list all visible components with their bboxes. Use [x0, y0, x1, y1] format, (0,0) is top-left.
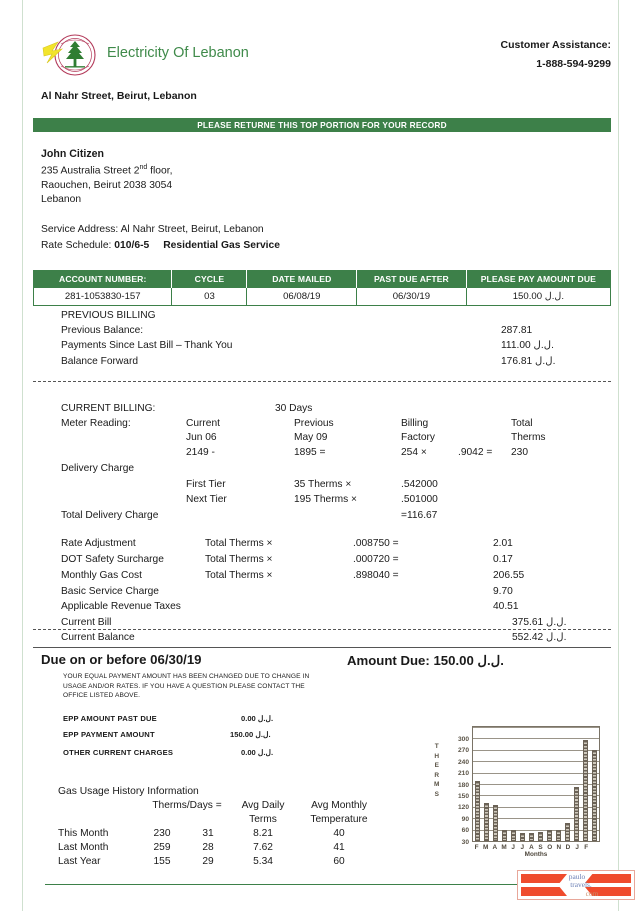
chart-bar [565, 823, 571, 841]
chart-x-tick: A [529, 844, 534, 851]
current-balance-value: 552.42 ل.ل. [512, 632, 567, 643]
divider [33, 381, 611, 382]
reading-current: 2149 - [186, 447, 215, 458]
meter-col-factory: Factory [401, 432, 435, 443]
meter-col-previous-date: May 09 [294, 432, 328, 443]
chart-bar [574, 787, 580, 841]
chart-y-tick: 30 [461, 838, 469, 846]
watermark-stamp [517, 870, 635, 900]
table-row [58, 842, 382, 856]
dot-surcharge-basis: Total Therms × [205, 554, 273, 565]
epp-past-due-value: 0.00 ل.ل. [241, 714, 274, 723]
due-date-heading: Due on or before 06/30/19 [41, 652, 202, 667]
rate-schedule-row [41, 238, 280, 254]
chart-bar-cell [482, 727, 491, 841]
usage-col-avg-daily: Avg Daily [241, 800, 285, 811]
total-delivery-value: =116.67 [401, 510, 438, 521]
table-row [34, 288, 611, 306]
usage-therms: 259 [153, 842, 171, 853]
usage-period: This Month [58, 828, 109, 839]
usage-header-row-2 [58, 814, 382, 828]
chart-x-tick: N [556, 844, 562, 851]
footer-divider [45, 884, 519, 885]
customer-address-line1 [41, 161, 172, 179]
chart-bar [493, 805, 499, 841]
chart-y-tick: 90 [461, 815, 469, 823]
reading-billing: 254 × [401, 447, 427, 458]
customer-address-line3: Lebanon [41, 194, 82, 206]
cell-account-number: 281-1053830-157 [34, 288, 172, 306]
chart-bar-cell [509, 727, 518, 841]
usage-days: 31 [202, 828, 214, 839]
epp-past-due-label: EPP AMOUNT PAST DUE [63, 714, 157, 723]
meter-col-total: Total [511, 418, 533, 429]
chart-x-tick: F [474, 844, 479, 851]
col-past-due-after: PAST DUE AFTER [357, 271, 467, 288]
usage-days: 29 [202, 856, 214, 867]
cell-amount-due: 150.00 ل.ل. [512, 291, 564, 302]
chart-bar [529, 833, 535, 841]
revenue-taxes-label: Applicable Revenue Taxes [61, 601, 181, 612]
usage-avg-temp: 40 [333, 828, 345, 839]
reading-total: 230 [511, 447, 528, 458]
customer-address-block [41, 147, 172, 207]
chart-x-tick: O [547, 844, 553, 851]
brand-name: Electricity Of Lebanon [107, 45, 249, 61]
usage-col-terms: Terms [249, 814, 277, 825]
usage-avg-daily: 8.21 [253, 828, 273, 839]
assistance-label: Customer Assistance: [500, 39, 611, 51]
meter-col-current: Current [186, 418, 220, 429]
previous-billing-title: PREVIOUS BILLING [61, 310, 156, 321]
monthly-gas-cost-value: 206.55 [493, 570, 525, 581]
col-cycle: CYCLE [172, 271, 247, 288]
billing-days: 30 Days [275, 403, 313, 414]
chart-bar [502, 830, 508, 841]
chart-y-tick: 150 [457, 793, 469, 800]
monthly-gas-cost-basis: Total Therms × [205, 570, 273, 581]
monthly-gas-cost-label: Monthly Gas Cost [61, 570, 142, 581]
chart-x-tick: J [511, 844, 515, 851]
cell-cycle: 03 [172, 288, 247, 306]
epp-payment-amount-value: 150.00 ل.ل. [230, 730, 271, 739]
meter-col-therms: Therms [511, 432, 546, 443]
col-account-number: ACCOUNT NUMBER: [34, 271, 172, 288]
account-summary-table [33, 270, 611, 306]
current-balance-label: Current Balance [61, 632, 135, 643]
payments-since-label: Payments Since Last Bill – Thank You [61, 340, 233, 351]
chart-x-tick: M [501, 844, 507, 851]
meter-col-billing: Billing [401, 418, 429, 429]
first-tier-rate: .542000 [401, 479, 438, 490]
chart-bar [520, 833, 526, 841]
total-delivery-label: Total Delivery Charge [61, 510, 159, 521]
chart-bar [592, 750, 598, 841]
chart-bars [473, 727, 599, 841]
epp-notice-text: YOUR EQUAL PAYMENT AMOUNT HAS BEEN CHANGED DUE TO CHANGE IN USAGE AND/OR RATES. IF YOU HAVE A QUESTION PLEASE CONTACT THE OFFICE LISTED ABOVE. [63, 673, 310, 700]
rate-adjustment-rate: .008750 = [353, 538, 399, 549]
utility-address: Al Nahr Street, Beirut, Lebanon [41, 90, 197, 102]
chart-x-tick [591, 844, 600, 851]
rate-adjustment-label: Rate Adjustment [61, 538, 136, 549]
chart-x-tick: M [483, 844, 489, 851]
chart-y-tick: 270 [457, 747, 469, 755]
company-logo [41, 32, 256, 80]
addr-prefix: 235 Australia Street 2 [41, 165, 140, 177]
current-billing-title: CURRENT BILLING: [61, 403, 156, 414]
divider [33, 629, 611, 630]
chart-x-tick: J [520, 844, 525, 851]
rate-schedule-value: 010/6-5 [114, 239, 150, 251]
usage-avg-temp: 41 [333, 842, 345, 853]
chart-bar-cell [473, 727, 482, 841]
basic-service-charge-label: Basic Service Charge [61, 586, 159, 597]
other-current-charges-label: OTHER CURRENT CHARGES [63, 748, 174, 757]
chart-bar-cell [527, 727, 536, 841]
cell-date-mailed: 06/08/19 [247, 288, 357, 306]
usage-col-avg-monthly: Avg Monthly [311, 800, 367, 811]
return-notice-banner: PLEASE RETURNE THIS TOP PORTION FOR YOUR RECORD [33, 118, 611, 132]
usage-period: Last Year [58, 856, 101, 867]
usage-header-row-1 [58, 800, 382, 814]
chart-y-tick: 180 [457, 781, 469, 789]
rate-schedule-label: Rate Schedule: [41, 239, 112, 251]
usage-history-title: Gas Usage History Information [58, 786, 199, 797]
chart-bar-cell [581, 727, 590, 841]
usage-therms: 230 [153, 828, 171, 839]
epp-payment-amount-label: EPP PAYMENT AMOUNT [63, 730, 155, 739]
service-info-block [41, 222, 280, 253]
chart-plot-area [472, 726, 600, 842]
chart-bar-cell [590, 727, 599, 841]
chart-y-tick: 240 [457, 758, 469, 766]
customer-assistance [501, 36, 611, 74]
usage-period: Last Month [58, 842, 109, 853]
amount-due-heading: Amount Due: 150.00 ل.ل. [347, 653, 504, 668]
service-address-label: Service Address: [41, 224, 119, 235]
chart-y-tick: 60 [461, 827, 469, 835]
other-current-charges-value: 0.00 ل.ل. [241, 748, 274, 757]
chart-x-tick: D [565, 844, 571, 851]
previous-balance-label: Previous Balance: [61, 325, 144, 336]
first-tier-label: First Tier [186, 479, 226, 490]
chart-bar [556, 830, 562, 841]
chart-bar-cell [545, 727, 554, 841]
next-tier-therms: 195 Therms × [294, 494, 357, 505]
usage-avg-temp: 60 [333, 856, 345, 867]
usage-history-table [58, 800, 382, 870]
cell-past-due-after: 06/30/19 [357, 288, 467, 306]
next-tier-rate: .501000 [401, 494, 438, 505]
watermark-line-3: com [585, 888, 599, 898]
chart-y-axis-ticks [445, 728, 469, 846]
chart-y-tick: 300 [457, 736, 469, 743]
table-row [58, 828, 382, 842]
chart-bar [475, 781, 481, 841]
rate-adjustment-value: 2.01 [493, 538, 513, 549]
dot-surcharge-rate: .000720 = [353, 554, 399, 565]
meter-col-current-date: Jun 06 [186, 432, 217, 443]
rate-adjustment-basis: Total Therms × [205, 538, 273, 549]
addr-ordinal: nd [139, 164, 148, 172]
chart-x-axis-title: Months [524, 851, 548, 858]
usage-therms: 155 [153, 856, 171, 867]
account-table-header-row [34, 271, 611, 288]
bill-page [22, 0, 619, 911]
watermark-text [518, 873, 636, 898]
gas-usage-bar-chart [427, 716, 617, 866]
chart-x-tick: S [538, 844, 543, 851]
service-address-row [41, 222, 280, 238]
payments-since-value: 111.00 ل.ل. [501, 340, 554, 351]
table-row [58, 856, 382, 870]
chart-bar [547, 830, 553, 841]
dot-surcharge-value: 0.17 [493, 554, 513, 565]
watermark-line-1: paulo [568, 872, 586, 881]
usage-col-therms-days: Therms/Days = [152, 800, 222, 811]
chart-bar-cell [554, 727, 563, 841]
current-bill-value: 375.61 ل.ل. [512, 617, 567, 628]
chart-x-tick: A [492, 844, 498, 851]
chart-y-tick: 210 [457, 770, 469, 778]
reading-factor: .9042 = [458, 447, 493, 458]
delivery-charge-label: Delivery Charge [61, 463, 135, 474]
dot-surcharge-label: DOT Safety Surcharge [61, 554, 164, 565]
meter-col-previous: Previous [294, 418, 334, 429]
next-tier-label: Next Tier [186, 494, 227, 505]
divider [33, 647, 611, 648]
monthly-gas-cost-rate: .898040 = [353, 570, 399, 581]
chart-bar [511, 830, 517, 841]
reading-previous: 1895 = [294, 447, 326, 458]
usage-avg-daily: 5.34 [253, 856, 273, 867]
usage-avg-daily: 7.62 [253, 842, 273, 853]
rate-schedule-desc: Residential Gas Service [163, 239, 280, 251]
usage-days: 28 [202, 842, 214, 853]
chart-x-tick: F [584, 844, 589, 851]
chart-x-tick: J [575, 844, 579, 851]
page-header [33, 32, 613, 82]
chart-bar [583, 740, 589, 841]
balance-forward-value: 176.81 ل.ل. [501, 356, 556, 367]
chart-bar [538, 832, 544, 841]
chart-bar-cell [572, 727, 581, 841]
chart-bar [484, 803, 490, 841]
chart-y-axis-label: T H E R M S [434, 743, 440, 798]
service-address-value: Al Nahr Street, Beirut, Lebanon [120, 224, 264, 235]
col-amount-due: PLEASE PAY AMOUNT DUE [466, 271, 610, 288]
assistance-phone: 1-888-594-9299 [536, 58, 611, 70]
chart-bar-cell [500, 727, 509, 841]
chart-bar-cell [563, 727, 572, 841]
balance-forward-label: Balance Forward [61, 356, 139, 367]
cedar-tree-lightning-emblem-icon [41, 32, 103, 78]
chart-x-axis-labels [472, 844, 600, 851]
watermark-line-2: travels. [570, 880, 592, 890]
meter-reading-label: Meter Reading: [61, 418, 131, 429]
addr-suffix: floor, [147, 165, 173, 177]
current-bill-label: Current Bill [61, 617, 112, 628]
basic-service-charge-value: 9.70 [493, 586, 513, 597]
chart-bar-cell [518, 727, 527, 841]
revenue-taxes-value: 40.51 [493, 601, 519, 612]
chart-bar-cell [536, 727, 545, 841]
previous-balance-value: 287.81 [501, 325, 533, 336]
customer-address-line2: Raouchen, Beirut 2038 3054 [41, 179, 173, 191]
usage-col-temperature: Temperature [310, 814, 368, 825]
chart-y-tick: 120 [457, 804, 469, 812]
first-tier-therms: 35 Therms × [294, 479, 352, 490]
chart-bar-cell [491, 727, 500, 841]
customer-name: John Citizen [41, 148, 104, 160]
col-date-mailed: DATE MAILED [247, 271, 357, 288]
